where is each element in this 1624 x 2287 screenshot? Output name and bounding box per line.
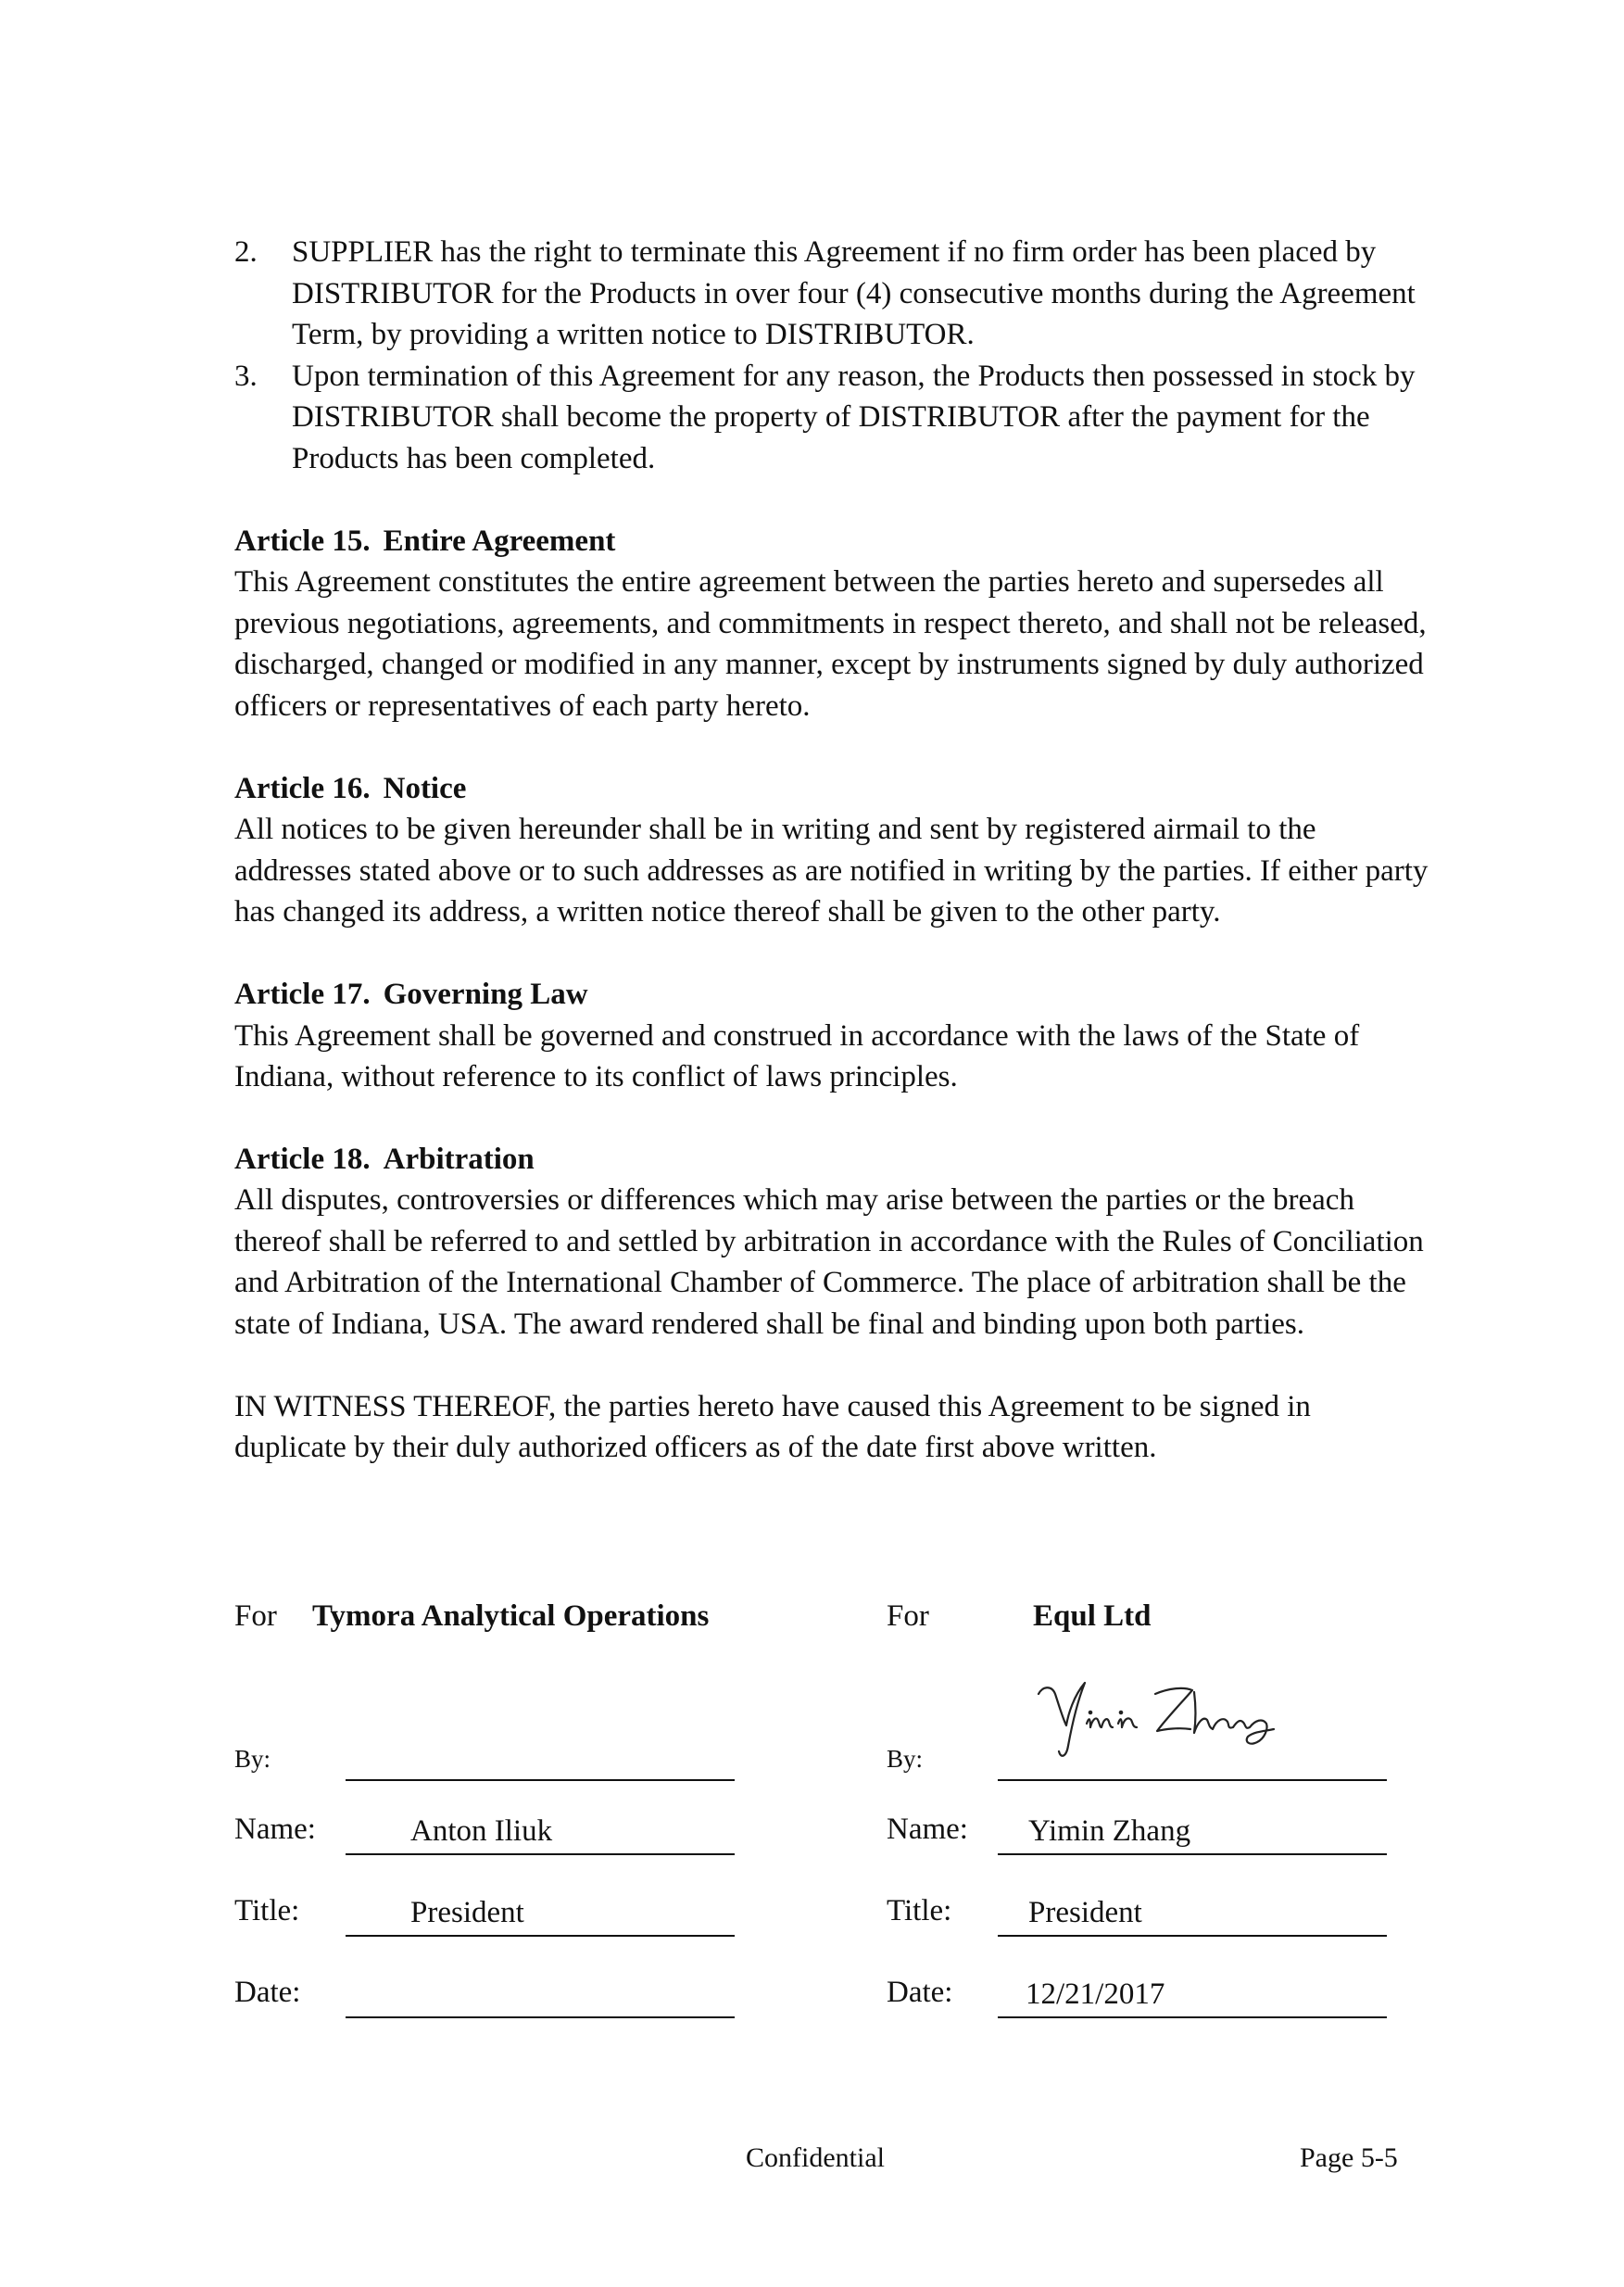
article-text: All disputes, controversies or differences which may arise between the parties or the breach thereof shall be referred to and settled by arbitration in accordance with the Rules of Conciliation and Arbitration of the International Chamber of Commerce. The place of arbitration shall be the state of Indiana, USA. The award rendered shall be final and binding upon both parties. — [234, 1183, 1424, 1342]
article-text: All notices to be given hereunder shall be in writing and sent by registered airmail to the addresses stated above or to such addresses as are notified in writing by the parties. If either party has changed its address, a written notice thereof shall be given to the other party. — [234, 813, 1429, 929]
article-title: Entire Agreement — [383, 524, 616, 558]
name-label: Name: — [234, 1813, 316, 1846]
clause-text: Upon termination of this Agreement for any reason, the Products then possessed in stock by DISTRIBUTOR shall become the property of DISTRIBUTOR after the payment for the Products has been completed. — [292, 359, 1416, 475]
date-line[interactable] — [346, 1972, 735, 2018]
article-number: Article 17. — [234, 977, 371, 1011]
date-row — [887, 1963, 1387, 2018]
article-heading — [234, 1139, 1429, 1181]
title-value: President — [410, 1896, 524, 1929]
article-heading — [234, 974, 1429, 1016]
title-value: President — [1028, 1896, 1142, 1929]
by-label: By: — [234, 1745, 271, 1773]
article-number: Article 16. — [234, 771, 371, 805]
article-title: Notice — [383, 771, 467, 805]
clause-text: SUPPLIER has the right to terminate this Agreement if no firm order has been placed by DISTRIBUTOR for the Products in over four (4) consecutive months during the Agreement Term, by providing a written notice to DISTRIBUTOR. — [292, 235, 1416, 352]
date-row — [234, 1963, 735, 2018]
article-17 — [234, 974, 1429, 1098]
footer-confidential: Confidential — [746, 2142, 885, 2173]
name-row — [887, 1800, 1387, 1855]
company-name: Equl Ltd — [1033, 1599, 1152, 1633]
article-heading — [234, 768, 1429, 810]
date-value: 12/21/2017 — [1026, 1977, 1165, 2011]
for-label: For — [887, 1599, 929, 1633]
clause-number: 3. — [234, 359, 258, 393]
clause-item — [234, 356, 1429, 480]
name-label: Name: — [887, 1813, 968, 1846]
signature-block-left — [234, 1596, 735, 2009]
agreement-body — [234, 232, 1429, 1499]
for-row — [234, 1596, 735, 1636]
article-text: This Agreement constitutes the entire agreement between the parties hereto and supersedes all previous negotiations, agreements, and commitments in respect thereto, and shall not be released, discharged, changed or modified in any manner, except by instruments signed by duly authorized officers or representatives of each party hereto. — [234, 565, 1427, 723]
name-value: Yimin Zhang — [1028, 1814, 1191, 1848]
clause-item — [234, 232, 1429, 356]
by-row — [234, 1725, 735, 1781]
signature-block-right — [887, 1596, 1387, 2011]
date-label: Date: — [234, 1976, 301, 2009]
date-label: Date: — [887, 1976, 953, 2009]
article-heading — [234, 521, 1429, 562]
company-name: Tymora Analytical Operations — [312, 1599, 710, 1633]
clause-number: 2. — [234, 235, 258, 269]
title-label: Title: — [887, 1894, 952, 1927]
page-number: Page 5-5 — [1300, 2142, 1398, 2173]
by-label: By: — [887, 1745, 924, 1773]
article-18 — [234, 1139, 1429, 1346]
for-row — [887, 1596, 1387, 1636]
article-title: Governing Law — [383, 977, 588, 1011]
name-value: Anton Iliuk — [410, 1814, 553, 1848]
by-row — [887, 1725, 1387, 1781]
handwritten-signature — [1035, 1674, 1294, 1766]
title-line — [346, 1890, 735, 1937]
signature-line[interactable] — [346, 1735, 735, 1781]
for-label: For — [234, 1599, 277, 1633]
article-text: This Agreement shall be governed and construed in accordance with the laws of the State of Indiana, without reference to its conflict of laws principles. — [234, 1018, 1360, 1094]
witness-statement: IN WITNESS THEREOF, the parties hereto have caused this Agreement to be signed in duplicate by their duly authorized officers as of the date first above written. — [234, 1389, 1311, 1465]
name-row — [234, 1800, 735, 1855]
termination-clauses — [234, 232, 1429, 480]
title-row — [887, 1881, 1387, 1937]
title-label: Title: — [234, 1894, 300, 1927]
article-16 — [234, 768, 1429, 933]
article-number: Article 18. — [234, 1142, 371, 1176]
article-title: Arbitration — [383, 1142, 535, 1176]
article-15 — [234, 521, 1429, 727]
title-row — [234, 1881, 735, 1937]
article-number: Article 15. — [234, 524, 371, 558]
